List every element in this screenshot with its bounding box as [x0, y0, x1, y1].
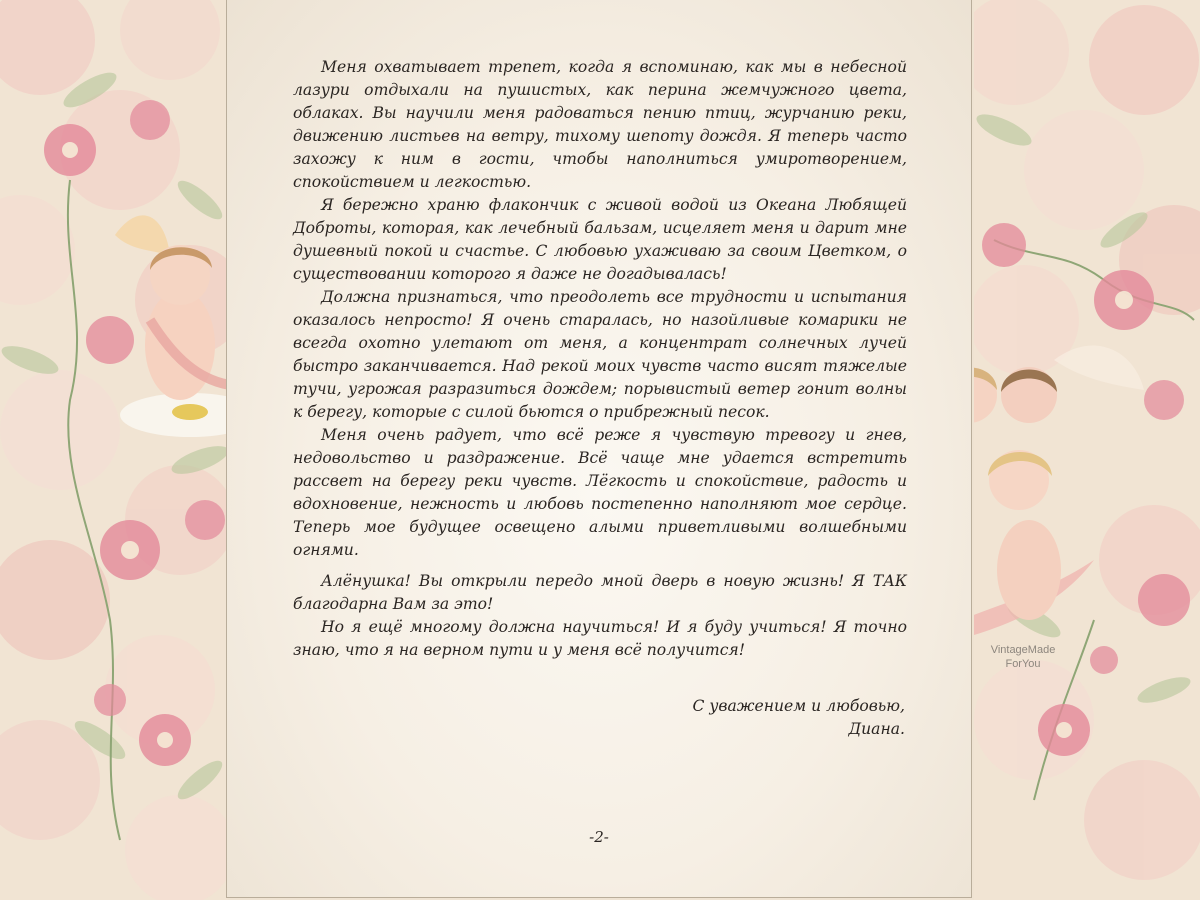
right-floral-border: [974, 0, 1200, 900]
letter-paragraph: Меня очень радует, что всё реже я чувствую тревогу и гнев, недовольство и раздражение. Всё чаще мне удается встретить рассвет на берегу реки чувств. Лёгкость и спокойствие, радость и вдохновение, нежность и любовь постепенно наполняют мое сердце. Теперь мое будущее освещено алыми приветливыми волшебными огнями.: [293, 426, 907, 559]
letter-page: [226, 0, 972, 898]
signature-block: [692, 695, 905, 741]
letter-paragraph: Меня охватывает трепет, когда я вспоминаю, как мы в небесной лазури отдыхали на пушистых, как перина жемчужного цвета, облаках. Вы научили меня радоваться пению птиц, журчанию реки, движению листьев на ветру, тихому шепоту дождя. Я теперь часто захожу к ним в гости, чтобы наполниться умиротворением, спокойствием и легкостью.: [293, 58, 907, 191]
watermark: [980, 643, 1066, 671]
letter-body: [293, 56, 907, 662]
closing-line: С уважением и любовью,: [692, 697, 905, 715]
letter-paragraph: Но я ещё многому должна научиться! И я буду учиться! Я точно знаю, что я на верном пути и у меня всё получится!: [293, 618, 907, 659]
watermark-line-1: VintageMade: [990, 644, 1056, 656]
letter-paragraph: Алёнушка! Вы открыли передо мной дверь в новую жизнь! Я ТАК благодарна Вам за это!: [293, 572, 907, 613]
left-floral-border: [0, 0, 228, 900]
signature-name: Диана.: [848, 720, 905, 738]
letter-paragraph: Должна признаться, что преодолеть все трудности и испытания оказалось непросто! Я очень старалась, но назойливые комарики не всегда охотно улетают от меня, а концентрат солнечных лучей быстро заканчивается. Над рекой моих чувств часто висят тяжелые тучи, угрожая разразиться дождем; порывистый ветер гонит волны к берегу, которые с силой бьются о прибрежный песок.: [293, 288, 907, 421]
watermark-line-2: ForYou: [1005, 658, 1041, 670]
page-number: -2-: [589, 828, 609, 846]
right-floral-illustration: [974, 0, 1200, 900]
letter-paragraph: Я бережно храню флакончик с живой водой из Океана Любящей Доброты, которая, как лечебный бальзам, исцеляет меня и дарит мне душевный покой и счастье. С любовью ухаживаю за своим Цветком, о существовании которого я даже не догадывалась!: [293, 196, 907, 283]
left-floral-illustration: [0, 0, 228, 900]
